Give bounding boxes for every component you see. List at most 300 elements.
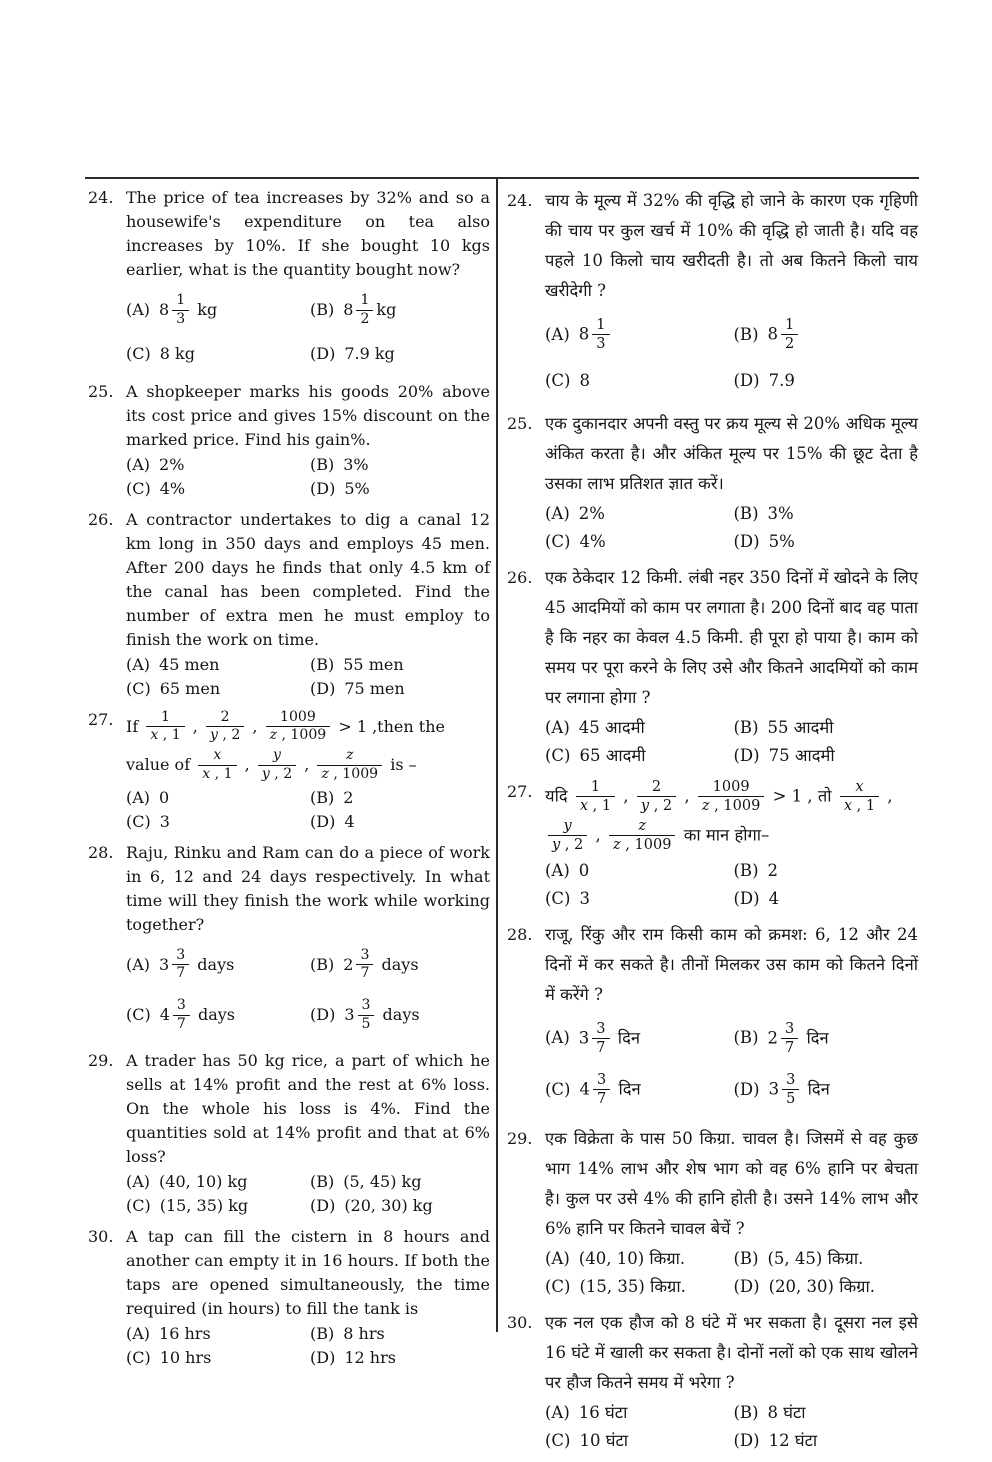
question-content	[545, 920, 918, 1117]
question-number: 27.	[507, 781, 533, 801]
option-b	[310, 1170, 490, 1194]
text-run: 4%	[579, 531, 606, 551]
question-number: 29.	[507, 1128, 533, 1148]
fraction-numerator: 2	[637, 779, 676, 797]
option-b	[734, 857, 919, 885]
option-value	[769, 742, 835, 770]
question-english-24	[88, 186, 490, 373]
option-value	[769, 1070, 830, 1110]
fraction-denominator: x , 1	[150, 727, 181, 744]
text-run: ,	[299, 754, 315, 774]
options-grid	[126, 1170, 490, 1218]
option-a	[126, 1170, 306, 1194]
math-variable: x	[843, 797, 853, 814]
option-label: (A)	[545, 860, 570, 880]
question-hindi-28	[507, 920, 918, 1117]
fraction	[781, 1021, 798, 1057]
question-english-25	[88, 380, 490, 501]
text-run: A shopkeeper marks his goods 20% above its cost price and gives 15% discount on the marked price. Find his gain%.	[126, 381, 490, 449]
fraction	[781, 317, 798, 353]
text-run: 45 आदमी	[578, 717, 645, 737]
option-value	[580, 742, 646, 770]
text-run: ,	[618, 785, 634, 805]
fraction-denominator: x , 1	[202, 765, 233, 782]
question-number: 30.	[507, 1312, 533, 1332]
fraction-numerator: 3	[593, 1072, 610, 1090]
option-value	[160, 996, 235, 1035]
option-label: (A)	[545, 1028, 570, 1048]
option-value	[768, 315, 802, 355]
question-body	[545, 1308, 918, 1398]
question-body	[545, 920, 918, 1010]
option-label: (A)	[126, 954, 151, 974]
column-english	[88, 186, 490, 1377]
option-b	[734, 1019, 919, 1059]
question-hindi-24	[507, 186, 918, 402]
option-label: (B)	[733, 717, 759, 737]
option-value	[579, 1245, 685, 1273]
text-run: ,	[679, 785, 695, 805]
text-run: दिन	[801, 1027, 829, 1047]
fraction-denominator: 3	[176, 310, 186, 327]
option-b	[310, 653, 490, 677]
option-c	[126, 1346, 306, 1370]
option-a	[545, 1019, 730, 1059]
option-d	[734, 367, 919, 395]
fraction	[356, 948, 373, 983]
text-run: 2	[767, 860, 778, 880]
option-label: (D)	[310, 1005, 336, 1025]
math-variable: z	[346, 747, 354, 764]
question-english-26	[88, 508, 490, 701]
fraction	[358, 998, 375, 1033]
question-hindi-27	[507, 777, 918, 913]
option-value	[159, 453, 184, 477]
text-run: (15, 35) kg	[159, 1195, 249, 1215]
fraction-numerator: 2	[206, 710, 244, 728]
option-label: (D)	[310, 478, 336, 498]
fraction-numerator: 1	[146, 710, 184, 728]
question-body	[126, 1225, 490, 1321]
text-run: 55 आदमी	[767, 717, 834, 737]
math-variable: z	[701, 797, 710, 814]
fraction	[172, 948, 189, 983]
option-d	[734, 885, 919, 913]
question-number: 25.	[507, 413, 533, 433]
option-label: (C)	[126, 1005, 151, 1025]
math-variable: z	[321, 765, 329, 782]
text-run: 45 men	[159, 654, 220, 674]
option-a	[545, 500, 730, 528]
option-label: (C)	[545, 1276, 571, 1296]
option-label: (B)	[310, 300, 335, 320]
question-hindi-26	[507, 563, 918, 770]
text-run: 16 hrs	[159, 1323, 211, 1343]
text-run: यदि	[545, 785, 573, 805]
fraction	[198, 748, 236, 783]
option-label: (B)	[733, 1028, 759, 1048]
options-grid	[545, 315, 918, 395]
text-run: 65 men	[159, 678, 221, 698]
option-c	[126, 1194, 306, 1218]
option-d	[734, 528, 919, 556]
option-d	[734, 742, 919, 770]
text-run: (5, 45) किग्रा.	[767, 1248, 864, 1268]
option-label: (B)	[310, 787, 335, 807]
question-body	[126, 841, 490, 937]
text-run: 3	[159, 811, 170, 831]
fraction-denominator: 7	[176, 1015, 186, 1032]
option-value	[344, 677, 404, 701]
fraction	[266, 710, 331, 745]
option-value	[343, 653, 403, 677]
text-run: 10 hrs	[159, 1347, 212, 1367]
math-variable: z	[638, 818, 647, 834]
option-c	[126, 477, 306, 501]
column-hindi	[507, 186, 918, 1462]
option-value	[344, 1346, 396, 1370]
fraction	[317, 748, 382, 783]
question-content	[545, 563, 918, 770]
fraction-numerator: 1009	[266, 710, 331, 728]
fraction-denominator: 7	[360, 965, 370, 982]
options-grid	[545, 857, 918, 913]
question-number: 26.	[507, 567, 533, 587]
question-content	[126, 380, 490, 501]
question-body	[545, 1124, 918, 1244]
question-content	[126, 1049, 490, 1218]
option-value	[580, 1070, 641, 1110]
option-value	[160, 1346, 212, 1370]
option-label: (A)	[126, 300, 151, 320]
fraction-numerator	[840, 779, 879, 797]
option-label: (B)	[310, 1171, 335, 1191]
text-run: एक ठेकेदार 12 किमी. लंबी नहर 350 दिनों में खोदने के लिए 45 आदमियों को काम पर लगाता है। 200 दिनों बाद वह पाता है कि नहर का केवल 4.5 किमी. ही पूरा हो पाया है। काम को समय पर पूरा करने के लिए उसे और कितने आदमियों को काम पर लगाना होगा ?	[545, 567, 918, 707]
text-run: A trader has 50 kg rice, a part of which he sells at 14% profit and the rest at 6% loss. On the whole his loss is 4%. Find the quantities sold at 14% profit and that at 6% loss?	[126, 1050, 490, 1166]
question-content	[126, 841, 490, 1042]
text-run: दिन	[612, 1027, 640, 1047]
fraction	[173, 998, 190, 1033]
text-run: 16 घंटा	[578, 1402, 628, 1422]
option-b	[310, 1322, 490, 1346]
option-label: (B)	[733, 324, 759, 344]
text-run: 2%	[578, 503, 605, 523]
option-label: (D)	[310, 1347, 336, 1367]
question-body	[126, 708, 490, 785]
text-run: (20, 30) kg	[344, 1195, 433, 1215]
option-label: (D)	[733, 1079, 760, 1099]
option-label: (D)	[733, 888, 760, 908]
fraction-denominator: z , 1009	[269, 727, 327, 744]
option-label: (A)	[126, 454, 151, 474]
fraction	[637, 779, 676, 815]
option-a	[545, 714, 730, 742]
option-value	[159, 946, 234, 985]
fraction-numerator: 3	[173, 998, 190, 1016]
option-label: (A)	[126, 787, 151, 807]
question-content	[545, 777, 918, 913]
fraction-denominator: 2	[360, 310, 370, 327]
fraction-numerator: 3	[781, 1021, 798, 1039]
text-run: Raju, Rinku and Ram can do a piece of work in 6, 12 and 24 days respectively. In what time will they finish the work while working together?	[126, 842, 490, 934]
option-label: (B)	[733, 1402, 759, 1422]
option-d	[734, 1070, 919, 1110]
question-hindi-30	[507, 1308, 918, 1455]
option-label: (A)	[545, 1248, 570, 1268]
option-label: (A)	[126, 654, 151, 674]
question-body	[126, 1049, 490, 1169]
fraction-numerator	[317, 748, 382, 766]
options-grid	[545, 1019, 918, 1110]
question-english-29	[88, 1049, 490, 1218]
option-d	[310, 1194, 490, 1218]
option-label: (C)	[545, 370, 571, 390]
option-b	[734, 1245, 919, 1273]
option-value	[159, 653, 219, 677]
text-run: 8 घंटा	[767, 1402, 806, 1422]
text-run: 8 kg	[159, 343, 195, 363]
text-run: 75 आदमी	[768, 745, 835, 765]
option-label: (D)	[733, 1276, 760, 1296]
option-b	[310, 291, 490, 330]
math-variable: z	[613, 837, 621, 854]
options-grid	[545, 500, 918, 556]
fraction	[592, 1021, 609, 1057]
option-value	[343, 1322, 384, 1346]
option-c	[126, 996, 306, 1035]
question-body	[545, 186, 918, 306]
text-run: दिन	[613, 1079, 641, 1099]
math-variable: x	[202, 765, 211, 782]
question-number: 27.	[88, 709, 114, 729]
fraction-denominator: 7	[596, 1039, 606, 1056]
option-label: (A)	[545, 503, 570, 523]
text-run: 2	[767, 1027, 778, 1047]
option-a	[545, 857, 730, 885]
option-value	[344, 810, 354, 834]
question-body	[545, 777, 918, 856]
text-run: > 1 , तो	[767, 785, 837, 805]
question-content	[545, 1124, 918, 1301]
text-run: 8	[159, 299, 170, 319]
option-a	[545, 315, 730, 355]
text-run: 8 hrs	[343, 1323, 385, 1343]
option-value	[580, 885, 591, 913]
fraction	[698, 779, 764, 815]
fraction	[593, 1072, 610, 1108]
text-run: 3	[344, 1004, 355, 1024]
text-run: 8	[767, 324, 778, 344]
option-label: (B)	[310, 954, 335, 974]
fraction	[258, 748, 296, 783]
text-run: दिन	[802, 1079, 830, 1099]
text-run: > 1 ,then the value of	[126, 716, 445, 774]
option-label: (B)	[310, 454, 335, 474]
option-b	[310, 453, 490, 477]
options-grid	[545, 1399, 918, 1455]
fraction	[576, 779, 615, 815]
fraction-numerator: 3	[356, 948, 373, 966]
options-grid	[126, 946, 490, 1035]
text-run: ,	[247, 716, 263, 736]
option-label: (C)	[126, 1347, 151, 1367]
option-value	[769, 885, 780, 913]
option-value	[160, 342, 195, 366]
question-hindi-25	[507, 409, 918, 556]
option-label: (B)	[733, 1248, 759, 1268]
fraction	[548, 818, 587, 854]
fraction	[146, 710, 184, 745]
option-value	[768, 857, 779, 885]
text-run: days	[192, 954, 235, 974]
question-content	[126, 1225, 490, 1370]
text-run: 3	[159, 954, 170, 974]
option-label: (C)	[126, 678, 151, 698]
text-run: 7.9	[768, 370, 795, 390]
text-run: days	[376, 954, 419, 974]
text-run: 2	[343, 787, 354, 807]
text-run: If	[126, 716, 144, 736]
options-grid	[545, 714, 918, 770]
option-label: (D)	[733, 531, 760, 551]
math-variable: y	[563, 818, 572, 834]
math-variable: y	[261, 765, 270, 782]
options-grid	[126, 453, 490, 501]
option-value	[769, 367, 795, 395]
fraction-numerator: 1	[356, 293, 373, 311]
option-label: (B)	[310, 654, 335, 674]
math-variable: y	[552, 837, 561, 854]
option-value	[344, 477, 369, 501]
option-b	[734, 714, 919, 742]
question-number: 24.	[88, 188, 114, 207]
option-value	[769, 528, 795, 556]
fraction	[782, 1072, 799, 1108]
option-label: (A)	[545, 1402, 570, 1422]
option-value	[343, 453, 368, 477]
option-value	[579, 857, 590, 885]
text-run: 7.9 kg	[344, 343, 395, 363]
question-content	[126, 508, 490, 701]
fraction-denominator: z , 1009	[701, 797, 761, 814]
question-content	[545, 186, 918, 402]
option-label: (D)	[733, 1430, 760, 1450]
text-run: 2%	[159, 454, 185, 474]
fraction-denominator: 5	[361, 1015, 371, 1032]
text-run: का मान होगा–	[678, 825, 770, 845]
option-value	[580, 1427, 629, 1455]
text-run: ,	[239, 754, 255, 774]
option-label: (C)	[126, 343, 151, 363]
question-hindi-29	[507, 1124, 918, 1301]
option-c	[545, 1427, 730, 1455]
question-content	[126, 186, 490, 373]
option-label: (A)	[126, 1171, 151, 1191]
option-value	[769, 1273, 875, 1301]
text-run: A contractor undertakes to dig a canal 12 km long in 350 days and employs 45 men. After 200 days he finds that only 4.5 km of the canal has been completed. Find the number of extra men he must employ to finish the work on time.	[126, 509, 490, 649]
option-label: (C)	[545, 531, 571, 551]
option-value	[344, 996, 419, 1035]
fraction-numerator: 1	[592, 317, 609, 335]
fraction-denominator: 2	[785, 336, 795, 353]
option-b	[734, 500, 919, 528]
question-english-30	[88, 1225, 490, 1370]
option-d	[310, 342, 490, 366]
text-run: 3	[578, 1027, 590, 1047]
question-body	[126, 508, 490, 652]
option-label: (C)	[545, 745, 571, 765]
option-label: (D)	[733, 370, 760, 390]
text-run: ,	[187, 716, 203, 736]
text-run: 10 घंटा	[579, 1430, 629, 1450]
fraction-denominator: 7	[785, 1039, 795, 1056]
text-run: A tap can fill the cistern in 8 hours and another can empty it in 16 hours. If both the taps are opened simultaneously, the time required (in hours) to fill the tank is	[126, 1226, 490, 1318]
option-c	[545, 528, 730, 556]
option-d	[310, 677, 490, 701]
option-value	[343, 786, 353, 810]
option-value	[580, 367, 591, 395]
option-label: (A)	[126, 1323, 151, 1343]
option-value	[159, 1170, 247, 1194]
option-label: (C)	[545, 1079, 571, 1099]
option-value	[159, 291, 217, 330]
fraction-denominator: 7	[597, 1091, 607, 1108]
option-value	[160, 677, 220, 701]
question-number: 29.	[88, 1050, 114, 1070]
text-run: 65 आदमी	[579, 745, 646, 765]
text-run: 0	[159, 787, 170, 807]
option-a	[545, 1245, 730, 1273]
option-d	[310, 1346, 490, 1370]
option-a	[126, 786, 306, 810]
option-c	[126, 810, 306, 834]
text-run: (15, 35) किग्रा.	[579, 1276, 686, 1296]
text-run: 5%	[344, 478, 370, 498]
fraction-numerator: 1009	[698, 779, 764, 797]
option-label: (A)	[545, 324, 570, 344]
option-value	[160, 1194, 248, 1218]
text-run: kg	[192, 299, 218, 319]
text-run: एक विक्रेता के पास 50 किग्रा. चावल है। जिसमें से वह कुछ भाग 14% लाभ और शेष भाग को वह 6% हानि पर बेचता है। कुल पर उसे 4% की हानि होती है। उसने 14% लाभ और 6% हानि पर कितने चावल बेचें ?	[545, 1128, 918, 1238]
text-run: (40, 10) kg	[159, 1171, 248, 1191]
fraction-denominator: 5	[786, 1091, 796, 1108]
option-value	[580, 1273, 686, 1301]
text-run: 75 men	[344, 678, 405, 698]
option-a	[126, 946, 306, 985]
text-run: (5, 45) kg	[343, 1171, 422, 1191]
fraction-numerator: 3	[358, 998, 375, 1016]
fraction-numerator	[609, 818, 675, 836]
option-label: (A)	[545, 717, 570, 737]
option-value	[343, 291, 396, 330]
question-body	[126, 380, 490, 452]
option-label: (D)	[310, 811, 336, 831]
text-run: 8	[579, 370, 590, 390]
text-run: 3	[768, 1079, 780, 1099]
fraction-numerator: 1	[172, 293, 189, 311]
text-run: days	[377, 1004, 420, 1024]
option-label: (C)	[545, 1430, 571, 1450]
math-variable: y	[209, 727, 218, 744]
option-value	[768, 1245, 864, 1273]
option-label: (D)	[310, 1195, 336, 1215]
math-variable: x	[213, 747, 222, 764]
question-number: 28.	[88, 842, 114, 862]
option-a	[126, 291, 306, 330]
math-variable: x	[150, 727, 159, 744]
text-run: kg	[376, 299, 397, 319]
text-run: (20, 30) किग्रा.	[768, 1276, 875, 1296]
